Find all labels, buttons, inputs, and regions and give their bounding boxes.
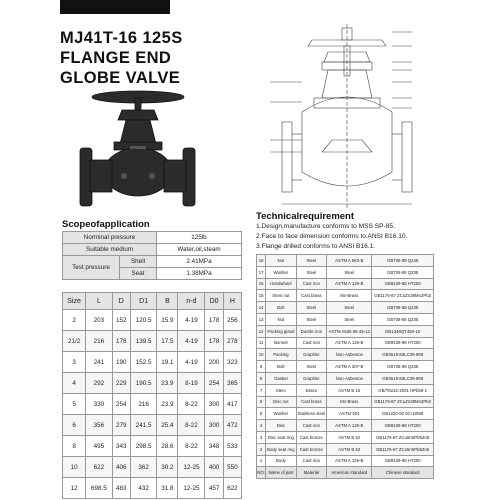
dims-cell: 8-22 — [178, 394, 205, 415]
dims-cell: 178 — [205, 331, 223, 352]
dims-cell: 12-25 — [178, 457, 205, 478]
title-line-2: FLANGE END — [60, 49, 172, 67]
table-row — [63, 436, 242, 457]
dims-cell: 254 — [205, 373, 223, 394]
parts-cell: Cast iron — [296, 420, 327, 432]
parts-cell: 3 — [257, 431, 266, 443]
dims-cell: 323 — [223, 352, 241, 373]
parts-cell: Disc nut — [266, 396, 296, 408]
parts-cell: GB708-88 Q235 — [372, 361, 434, 373]
dims-cell: 279 — [112, 415, 130, 436]
table-row — [257, 420, 434, 432]
tech-line-2: 2.Face to face dimension conforms to ANSI B16.10. — [256, 233, 408, 240]
dims-cell: 216 — [130, 394, 157, 415]
dims-cell: 19.1 — [157, 352, 178, 373]
table-row — [257, 384, 434, 396]
dims-cell: 216 — [86, 331, 113, 352]
parts-cell: 18 — [257, 255, 266, 267]
table-row — [257, 349, 434, 361]
parts-cell: Gasket — [266, 372, 296, 384]
dims-cell: 533 — [223, 436, 241, 457]
table-row — [257, 290, 434, 302]
nominal-pressure-label: Norminal pressure — [63, 232, 157, 244]
dims-cell: 698.5 — [86, 478, 113, 499]
parts-cell: Graphite — [296, 349, 327, 361]
parts-cell: Steel — [327, 313, 372, 325]
parts-cell: Steel — [327, 302, 372, 314]
parts-cell: 4 — [257, 420, 266, 432]
parts-cell: Packing — [266, 349, 296, 361]
dimensions-table — [62, 292, 242, 499]
dims-cell: 3 — [63, 352, 86, 373]
parts-cell: GB708-88 Q235 — [372, 313, 434, 325]
parts-cell: 9 — [257, 361, 266, 373]
tech-line-1: 1.Design,manufacture conforms to MSS SP-85. — [256, 223, 395, 230]
dims-header-cell: B — [157, 293, 178, 310]
title-line-1: MJ41T-16 125S — [60, 29, 183, 47]
scope-table — [62, 231, 242, 280]
parts-cell: 5 — [257, 408, 266, 420]
table-row — [63, 457, 242, 478]
parts-cell: GB1176-87 ZCuZn38Mn2Pb2 — [372, 290, 434, 302]
medium-value: Water,oil,steam — [157, 244, 242, 256]
valve-technical-drawing — [262, 22, 432, 212]
dims-cell: 4 — [63, 373, 86, 394]
dims-cell: 200 — [205, 352, 223, 373]
parts-cell: Mn-Brass — [327, 396, 372, 408]
table-row — [63, 310, 242, 331]
table-row — [257, 255, 434, 267]
title-line-3: GLOBE VALVE — [60, 69, 181, 87]
dims-cell: 348 — [205, 436, 223, 457]
valve-photo — [70, 88, 205, 213]
parts-cell: 14 — [257, 302, 266, 314]
dims-cell: 417 — [223, 394, 241, 415]
parts-cell: Packing gland — [266, 325, 296, 337]
parts-cell: ASTM A 126-B — [327, 420, 372, 432]
dims-cell: 241.5 — [130, 415, 157, 436]
parts-cell: Cast brass — [296, 290, 327, 302]
dims-cell: 241 — [86, 352, 113, 373]
parts-cell: Disc — [266, 420, 296, 432]
scope-heading: Scopeofapplication — [62, 219, 150, 230]
parts-cell: Stainless steel — [296, 408, 327, 420]
dims-cell: 300 — [205, 415, 223, 436]
dims-cell: 483 — [112, 478, 130, 499]
parts-cell: GB1220-92 0Cr18Ni9 — [372, 408, 434, 420]
table-row — [63, 352, 242, 373]
parts-cell: ASTM A 563-B — [327, 255, 372, 267]
parts-cell: 16 — [257, 278, 266, 290]
parts-cell: 1 — [257, 455, 266, 467]
parts-cell: Steel — [296, 361, 327, 373]
dims-cell: 622 — [223, 478, 241, 499]
parts-cell: 13 — [257, 313, 266, 325]
table-row — [257, 266, 434, 278]
table-row — [63, 394, 242, 415]
parts-cell: 15 — [257, 290, 266, 302]
seat-value: 1.38MPa — [157, 268, 242, 280]
parts-cell: Cast iron — [296, 337, 327, 349]
shell-value: 2.41MPa — [157, 256, 242, 268]
table-row — [63, 478, 242, 499]
dims-header-cell: Size — [63, 293, 86, 310]
parts-cell: Body — [266, 455, 296, 467]
table-row — [63, 415, 242, 436]
parts-cell: Steel — [296, 255, 327, 267]
dims-cell: 300 — [205, 394, 223, 415]
parts-cell: ASTM 304 — [327, 408, 372, 420]
parts-cell: Mn-Brass — [327, 290, 372, 302]
dims-cell: 203 — [86, 310, 113, 331]
parts-cell: Washer — [266, 266, 296, 278]
parts-cell: Nut — [266, 313, 296, 325]
parts-cell: Steel — [327, 266, 372, 278]
dims-header-row — [63, 293, 242, 310]
dims-cell: 25.4 — [157, 415, 178, 436]
seat-label: Seat — [120, 268, 157, 280]
parts-cell: GB1348QT450-10 — [372, 325, 434, 337]
dims-cell: 298.5 — [130, 436, 157, 457]
parts-cell: Graphite — [296, 372, 327, 384]
parts-cell: ASTM A 126-B — [327, 337, 372, 349]
parts-cell: GB9439-88 HT200 — [372, 455, 434, 467]
parts-cell: Bolt — [266, 302, 296, 314]
dims-cell: 457 — [205, 478, 223, 499]
parts-cell: Stem nut — [266, 290, 296, 302]
dims-cell: 178 — [205, 310, 223, 331]
parts-cell: Nut — [266, 255, 296, 267]
parts-cell: ASTM B 62 — [327, 443, 372, 455]
table-row — [257, 455, 434, 467]
dims-cell: 28.6 — [157, 436, 178, 457]
table-row — [257, 325, 434, 337]
dims-cell: 343 — [112, 436, 130, 457]
parts-cell: GB/T5232-2001 HPb59-1 — [372, 384, 434, 396]
product-title — [60, 28, 183, 88]
parts-cell: ASTM A 126-B — [327, 455, 372, 467]
dims-cell: 12-25 — [178, 478, 205, 499]
table-row — [257, 372, 434, 384]
parts-cell: Ductile iron — [296, 325, 327, 337]
dims-cell: 4-19 — [178, 352, 205, 373]
parts-cell: Steel — [296, 266, 327, 278]
dims-cell: 178 — [112, 331, 130, 352]
parts-header-cell: NO. — [257, 467, 266, 479]
dims-cell: 356 — [86, 415, 113, 436]
parts-cell: GB9439-88 HT200 — [372, 278, 434, 290]
dims-header-cell: D0 — [205, 293, 223, 310]
parts-cell: 7 — [257, 384, 266, 396]
dims-cell: 30.2 — [157, 457, 178, 478]
parts-cell: GB708-88 Q235 — [372, 266, 434, 278]
parts-cell: Steel — [296, 313, 327, 325]
parts-cell: ASTM B 16 — [327, 384, 372, 396]
parts-header-cell: American standard — [327, 467, 372, 479]
dims-cell: 8-22 — [178, 436, 205, 457]
parts-cell: GB708-88 Q235 — [372, 255, 434, 267]
dims-cell: 152.5 — [130, 352, 157, 373]
dims-cell: 256 — [223, 310, 241, 331]
parts-header-cell: Chinese standard — [372, 467, 434, 479]
parts-header-cell: Name of part — [266, 467, 296, 479]
parts-cell: Non-Asbestos — [327, 349, 372, 361]
dims-cell: 229 — [112, 373, 130, 394]
table-row — [257, 302, 434, 314]
parts-cell: Disc seat ring — [266, 431, 296, 443]
dims-header-cell: D1 — [130, 293, 157, 310]
dims-cell: 23.9 — [157, 373, 178, 394]
dims-header-cell: D — [112, 293, 130, 310]
shell-label: Shell — [120, 256, 157, 268]
table-row — [63, 373, 242, 394]
dims-cell: 17.5 — [157, 331, 178, 352]
parts-table — [256, 254, 434, 479]
technical-heading: Technicalrequirement — [256, 211, 355, 222]
table-row — [257, 443, 434, 455]
dims-cell: 362 — [130, 457, 157, 478]
parts-cell: GB3518-83LC35-999 — [372, 349, 434, 361]
dims-cell: 278 — [223, 331, 241, 352]
dims-cell: 23.9 — [157, 394, 178, 415]
parts-cell: Brass — [296, 384, 327, 396]
dims-cell: 8-19 — [178, 373, 205, 394]
dims-cell: 432 — [130, 478, 157, 499]
dims-cell: 495 — [86, 436, 113, 457]
dims-cell: 152 — [112, 310, 130, 331]
dims-cell: 15.9 — [157, 310, 178, 331]
dims-cell: 31.8 — [157, 478, 178, 499]
parts-cell: GB1176-87 ZCuZn38Mn2Pb2 — [372, 396, 434, 408]
parts-cell: 12 — [257, 325, 266, 337]
parts-cell: GB1176-87 ZCu5n5Pb5Zn5 — [372, 443, 434, 455]
table-row — [257, 337, 434, 349]
parts-cell: GB3518-83LC35-999 — [372, 372, 434, 384]
parts-cell: GB1176-87 ZCu5n5Pb5Zn5 — [372, 431, 434, 443]
parts-cell: Bonnet — [266, 337, 296, 349]
parts-cell: Bolt — [266, 361, 296, 373]
dims-cell: 8 — [63, 436, 86, 457]
parts-cell: 8 — [257, 372, 266, 384]
dims-cell: 472 — [223, 415, 241, 436]
table-row — [257, 396, 434, 408]
dims-cell: 6 — [63, 415, 86, 436]
dims-cell: 622 — [86, 457, 113, 478]
parts-cell: 10 — [257, 349, 266, 361]
parts-cell: ASTM B 62 — [327, 431, 372, 443]
dims-cell: 2 — [63, 310, 86, 331]
dims-cell: 12 — [63, 478, 86, 499]
parts-cell: Cast iron — [296, 278, 327, 290]
test-pressure-label: Test pressure — [63, 256, 120, 280]
dims-cell: 4-19 — [178, 331, 205, 352]
parts-cell: Cast bronze — [296, 431, 327, 443]
parts-cell: ASTM A 126-B — [327, 278, 372, 290]
table-row — [257, 313, 434, 325]
table-row — [257, 278, 434, 290]
dims-cell: 190 — [112, 352, 130, 373]
dims-header-cell: H — [223, 293, 241, 310]
parts-cell: Body seat ring — [266, 443, 296, 455]
parts-cell: Cast brass — [296, 396, 327, 408]
dims-cell: 5 — [63, 394, 86, 415]
table-row — [257, 431, 434, 443]
table-row — [257, 361, 434, 373]
dims-cell: 10 — [63, 457, 86, 478]
parts-cell: Steel — [296, 302, 327, 314]
parts-cell: Stem — [266, 384, 296, 396]
parts-header-row — [257, 467, 434, 479]
dims-header-cell: n-d — [178, 293, 205, 310]
parts-cell: 11 — [257, 337, 266, 349]
dims-cell: 406 — [112, 457, 130, 478]
dims-cell: 254 — [112, 394, 130, 415]
parts-cell: GB9439-88 HT200 — [372, 337, 434, 349]
dims-cell: 21/2 — [63, 331, 86, 352]
parts-cell: GB9439-88 HT200 — [372, 420, 434, 432]
technical-requirements — [256, 222, 407, 252]
parts-cell: 17 — [257, 266, 266, 278]
dims-cell: 4-19 — [178, 310, 205, 331]
dims-header-cell: L — [86, 293, 113, 310]
table-row — [63, 331, 242, 352]
dims-cell: 400 — [205, 457, 223, 478]
dims-cell: 120.5 — [130, 310, 157, 331]
header-bar — [60, 0, 170, 14]
parts-cell: ASTM A 307-B — [327, 361, 372, 373]
parts-header-cell: Material — [296, 467, 327, 479]
dims-cell: 365 — [223, 373, 241, 394]
dims-cell: 292 — [86, 373, 113, 394]
parts-cell: Cast iron — [296, 455, 327, 467]
dims-cell: 139.5 — [130, 331, 157, 352]
parts-cell: Handwheel — [266, 278, 296, 290]
parts-cell: 6 — [257, 396, 266, 408]
nominal-pressure-value: 125lb — [157, 232, 242, 244]
dims-cell: 550 — [223, 457, 241, 478]
dims-cell: 190.5 — [130, 373, 157, 394]
table-row — [257, 408, 434, 420]
dims-cell: 330 — [86, 394, 113, 415]
parts-cell: GB708-88 Q235 — [372, 302, 434, 314]
tech-line-3: 3.Flange drilled conforms to ANSI B16.1. — [256, 243, 376, 250]
parts-cell: Cast bronze — [296, 443, 327, 455]
parts-cell: Non-Asbestos — [327, 372, 372, 384]
medium-label: Suitable medium — [63, 244, 157, 256]
parts-cell: 2 — [257, 443, 266, 455]
parts-cell: ASTM A536 65-45-12 — [327, 325, 372, 337]
dims-cell: 8-22 — [178, 415, 205, 436]
parts-cell: Washer — [266, 408, 296, 420]
